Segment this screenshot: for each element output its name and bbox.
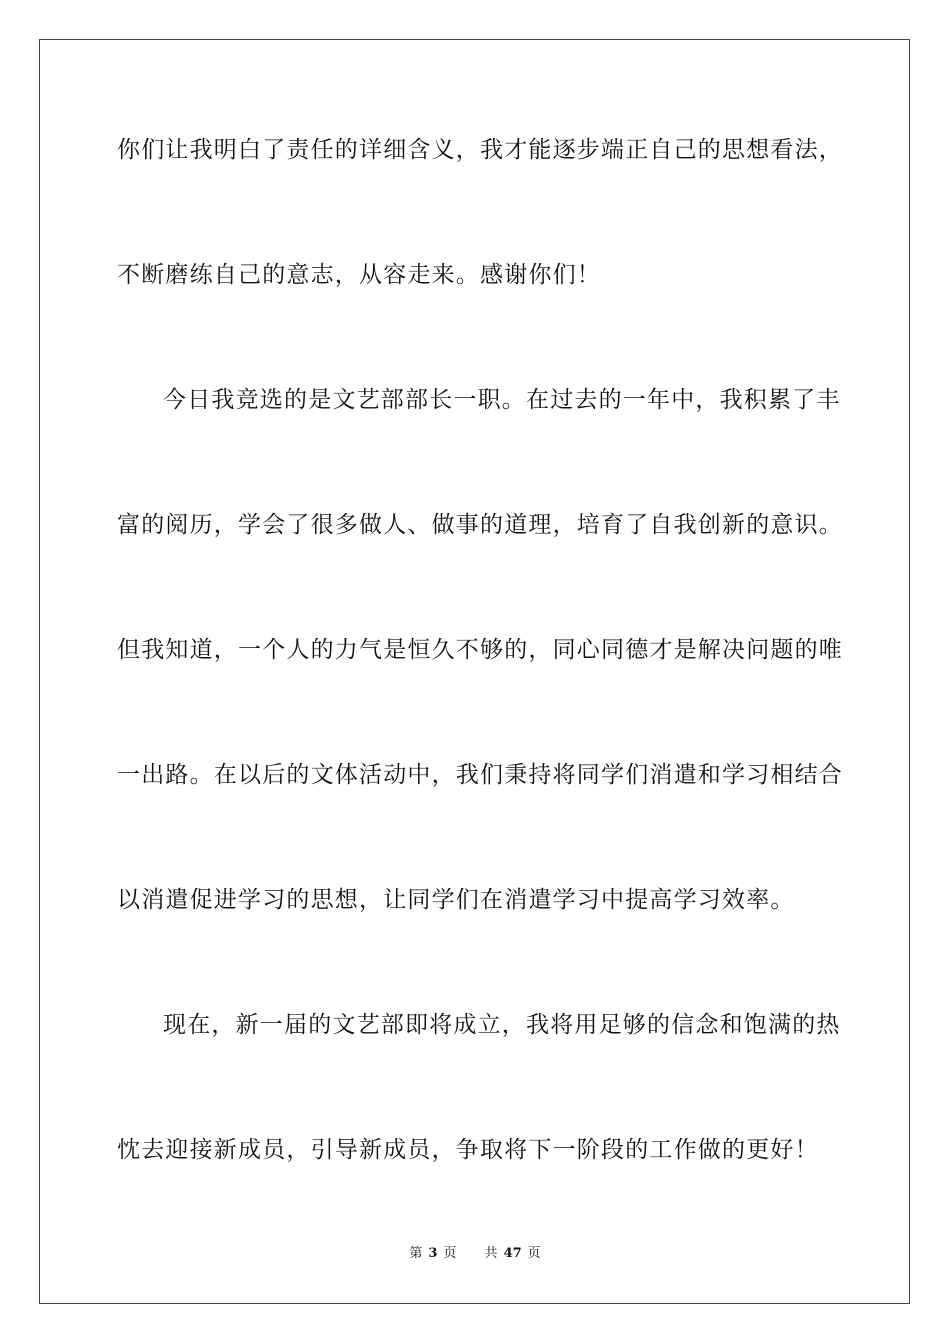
- page-footer: [0, 1245, 950, 1263]
- page-prefix: 第: [409, 1246, 423, 1261]
- body-text-line: 忱去迎接新成员，引导新成员，争取将下一阶段的工作做的更好！: [117, 1137, 819, 1163]
- body-text-line: 但我知道，一个人的力气是恒久不够的，同心同德才是解决问题的唯: [117, 637, 843, 663]
- total-pages: 47: [503, 1246, 522, 1261]
- paragraph-start-line: 现在，新一届的文艺部即将成立，我将用足够的信念和饱满的热: [163, 1012, 841, 1038]
- body-text-line: 富的阅历，学会了很多做人、做事的道理，培育了自我创新的意识。: [117, 512, 843, 538]
- total-pages-indicator: [479, 1246, 547, 1261]
- body-text-line: 以消遣促进学习的思想，让同学们在消遣学习中提高学习效率。: [117, 887, 795, 913]
- body-text-line: 不断磨练自己的意志，从容走来。感谢你们！: [117, 262, 601, 288]
- page-number: 3: [428, 1246, 438, 1261]
- page-border: [39, 39, 910, 1304]
- page-suffix: 页: [443, 1246, 457, 1261]
- total-suffix: 页: [527, 1246, 541, 1261]
- total-prefix: 共: [484, 1246, 498, 1261]
- paragraph-start-line: 今日我竞选的是文艺部部长一职。在过去的一年中，我积累了丰: [163, 387, 841, 413]
- body-text-line: 一出路。在以后的文体活动中，我们秉持将同学们消遣和学习相结合: [117, 762, 843, 788]
- current-page-indicator: [403, 1246, 462, 1261]
- body-text-line: 你们让我明白了责任的详细含义，我才能逐步端正自己的思想看法，: [117, 137, 843, 163]
